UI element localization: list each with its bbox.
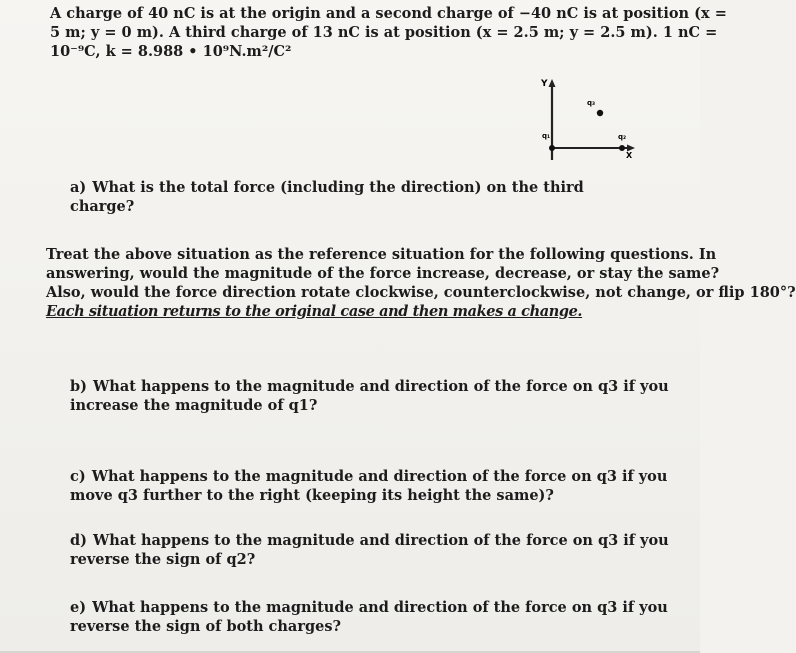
reference-line-3: Also, would the force direction rotate clockwise, counterclockwise, not change, or flip 180°?	[46, 284, 796, 301]
problem-line-1: A charge of 40 nC is at the origin and a second charge of −40 nC is at position (x =	[50, 5, 727, 22]
question-d	[70, 531, 670, 569]
question-d-label: d)	[70, 532, 87, 549]
question-b-label: b)	[70, 378, 87, 395]
charge-q2	[619, 145, 625, 151]
y-axis-arrowhead	[549, 79, 556, 87]
question-e	[70, 598, 670, 636]
y-axis-label: Y	[541, 79, 548, 89]
reference-line-4: Each situation returns to the original case and then makes a change.	[46, 303, 583, 320]
problem-line-2: 5 m; y = 0 m). A third charge of 13 nC is at position (x = 2.5 m; y = 2.5 m). 1 nC =	[50, 24, 718, 41]
question-c-text: What happens to the magnitude and direction of the force on q3 if you move q3 further to the right (keeping its height the same)?	[70, 468, 668, 504]
reference-line-2: answering, would the magnitude of the force increase, decrease, or stay the same?	[46, 265, 720, 282]
reference-line-1: Treat the above situation as the reference situation for the following questions. In	[46, 246, 717, 263]
question-e-label: e)	[70, 599, 87, 616]
question-b	[70, 377, 670, 415]
x-axis-label: X	[626, 151, 633, 160]
question-c-label: c)	[70, 468, 86, 485]
question-a-label: a)	[70, 179, 87, 196]
q2-label: q₂	[618, 133, 627, 141]
reference-instructions	[46, 245, 796, 321]
question-a	[70, 178, 630, 216]
charge-diagram	[530, 72, 640, 167]
problem-line-3: 10⁻⁹C, k = 8.988 • 10⁹N.m²/C²	[50, 43, 292, 60]
question-a-text: What is the total force (including the direction) on the third charge?	[70, 179, 584, 215]
question-e-text: What happens to the magnitude and direction of the force on q3 if you reverse the sign of both charges?	[70, 599, 668, 635]
q1-label: q₁	[542, 132, 551, 140]
charge-q1	[549, 145, 555, 151]
question-d-text: What happens to the magnitude and direction of the force on q3 if you reverse the sign of q2?	[70, 532, 669, 568]
problem-statement	[50, 4, 727, 61]
charge-q3	[597, 110, 603, 116]
question-c	[70, 467, 670, 505]
question-b-text: What happens to the magnitude and direction of the force on q3 if you increase the magnitude of q1?	[70, 378, 669, 414]
q3-label: q₃	[587, 99, 596, 107]
